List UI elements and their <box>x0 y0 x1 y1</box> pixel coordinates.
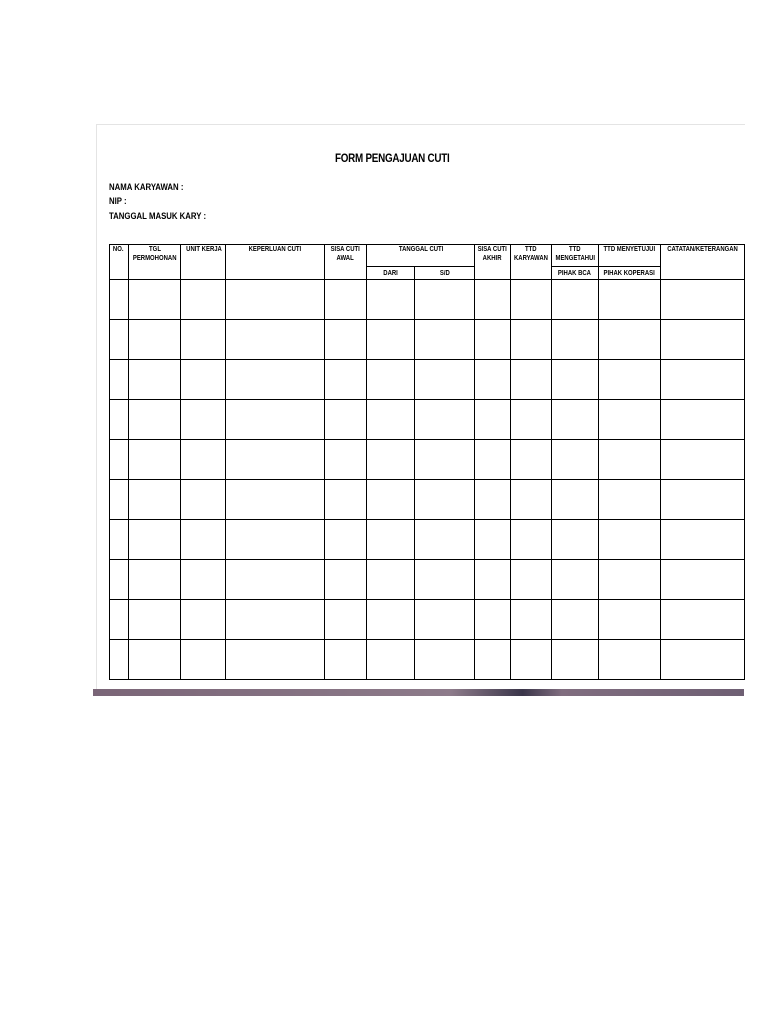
table-cell[interactable] <box>128 520 180 560</box>
table-cell[interactable] <box>510 560 551 600</box>
table-cell[interactable] <box>110 400 129 440</box>
table-cell[interactable] <box>510 440 551 480</box>
table-cell[interactable] <box>510 280 551 320</box>
table-cell[interactable] <box>110 600 129 640</box>
table-cell[interactable] <box>510 600 551 640</box>
table-cell[interactable] <box>475 320 510 360</box>
table-cell[interactable] <box>181 600 226 640</box>
table-cell[interactable] <box>599 360 661 400</box>
table-cell[interactable] <box>551 400 599 440</box>
table-cell[interactable] <box>110 360 129 400</box>
table-cell[interactable] <box>325 320 367 360</box>
table-cell[interactable] <box>551 360 599 400</box>
table-cell[interactable] <box>325 560 367 600</box>
table-cell[interactable] <box>599 280 661 320</box>
table-cell[interactable] <box>181 520 226 560</box>
table-cell[interactable] <box>128 400 180 440</box>
table-cell[interactable] <box>414 400 475 440</box>
table-cell[interactable] <box>110 640 129 680</box>
table-cell[interactable] <box>414 320 475 360</box>
field-tanggal-masuk: TANGGAL MASUK KARY : <box>109 211 207 222</box>
table-cell[interactable] <box>599 480 661 520</box>
table-cell[interactable] <box>475 440 510 480</box>
table-cell[interactable] <box>128 440 180 480</box>
table-cell[interactable] <box>414 560 475 600</box>
table-cell[interactable] <box>551 600 599 640</box>
table-cell[interactable] <box>660 400 744 440</box>
table-cell[interactable] <box>110 440 129 480</box>
table-cell[interactable] <box>414 360 475 400</box>
table-cell[interactable] <box>325 440 367 480</box>
table-cell[interactable] <box>226 440 325 480</box>
table-cell[interactable] <box>660 280 744 320</box>
header-tgl-permohonan: TGL PERMOHONAN <box>128 245 180 280</box>
table-row <box>110 440 745 480</box>
table-cell[interactable] <box>475 560 510 600</box>
table-cell[interactable] <box>325 400 367 440</box>
header-sisa-cuti-akhir: SISA CUTI AKHIR <box>475 245 510 280</box>
header-catatan: CATATAN/KETERANGAN <box>660 245 744 280</box>
table-cell[interactable] <box>366 640 414 680</box>
table-cell[interactable] <box>366 320 414 360</box>
table-cell[interactable] <box>475 280 510 320</box>
table-cell[interactable] <box>325 280 367 320</box>
table-cell[interactable] <box>414 600 475 640</box>
table-cell[interactable] <box>181 400 226 440</box>
table-cell[interactable] <box>660 640 744 680</box>
table-cell[interactable] <box>660 480 744 520</box>
header-sisa-cuti-awal: SISA CUTI AWAL <box>325 245 367 280</box>
field-nama-karyawan: NAMA KARYAWAN : <box>109 182 184 193</box>
table-cell[interactable] <box>128 320 180 360</box>
table-cell[interactable] <box>325 480 367 520</box>
table-cell[interactable] <box>599 560 661 600</box>
table-cell[interactable] <box>510 480 551 520</box>
table-cell[interactable] <box>660 360 744 400</box>
form-title: FORM PENGAJUAN CUTI <box>335 151 450 165</box>
table-cell[interactable] <box>599 600 661 640</box>
table-cell[interactable] <box>599 640 661 680</box>
header-keperluan-cuti: KEPERLUAN CUTI <box>226 245 325 280</box>
table-cell[interactable] <box>551 280 599 320</box>
header-ttd-mengetahui: TTD MENGETAHUI <box>551 245 599 267</box>
header-pihak-bca: PIHAK BCA <box>551 267 599 280</box>
table-cell[interactable] <box>551 560 599 600</box>
table-cell[interactable] <box>181 480 226 520</box>
table-row <box>110 400 745 440</box>
table-cell[interactable] <box>510 320 551 360</box>
leave-table <box>109 244 745 680</box>
table-cell[interactable] <box>226 320 325 360</box>
table-cell[interactable] <box>128 600 180 640</box>
header-ttd-karyawan: TTD KARYAWAN <box>510 245 551 280</box>
table-cell[interactable] <box>510 400 551 440</box>
table-cell[interactable] <box>414 520 475 560</box>
table-cell[interactable] <box>181 640 226 680</box>
table-cell[interactable] <box>366 360 414 400</box>
header-ttd-menyetujui: TTD MENYETUJUI <box>599 245 661 267</box>
page-bottom-bar <box>93 689 744 696</box>
table-cell[interactable] <box>226 280 325 320</box>
table-row <box>110 360 745 400</box>
table-cell[interactable] <box>414 480 475 520</box>
form-sheet <box>96 124 745 691</box>
table-cell[interactable] <box>366 280 414 320</box>
table-cell[interactable] <box>599 320 661 360</box>
table-cell[interactable] <box>181 320 226 360</box>
field-nip: NIP : <box>109 196 127 207</box>
table-cell[interactable] <box>128 360 180 400</box>
table-cell[interactable] <box>551 480 599 520</box>
table-cell[interactable] <box>128 640 180 680</box>
table-cell[interactable] <box>510 360 551 400</box>
header-unit-kerja: UNIT KERJA <box>181 245 226 280</box>
table-cell[interactable] <box>325 600 367 640</box>
table-cell[interactable] <box>226 600 325 640</box>
table-row <box>110 320 745 360</box>
table-row <box>110 560 745 600</box>
header-pihak-koperasi: PIHAK KOPERASI <box>599 267 661 280</box>
table-cell[interactable] <box>128 480 180 520</box>
table-cell[interactable] <box>599 520 661 560</box>
table-cell[interactable] <box>110 520 129 560</box>
table-cell[interactable] <box>110 280 129 320</box>
header-dari: DARI <box>366 267 414 280</box>
table-cell[interactable] <box>414 440 475 480</box>
table-row <box>110 520 745 560</box>
table-cell[interactable] <box>551 440 599 480</box>
table-cell[interactable] <box>366 440 414 480</box>
table-cell[interactable] <box>414 280 475 320</box>
table-cell[interactable] <box>599 400 661 440</box>
table-cell[interactable] <box>128 280 180 320</box>
table-cell[interactable] <box>366 400 414 440</box>
table-cell[interactable] <box>599 440 661 480</box>
table-cell[interactable] <box>551 520 599 560</box>
table-cell[interactable] <box>551 640 599 680</box>
header-tanggal-cuti: TANGGAL CUTI <box>366 245 474 267</box>
table-row <box>110 480 745 520</box>
table-cell[interactable] <box>226 560 325 600</box>
header-sd: S/D <box>414 267 475 280</box>
table-cell[interactable] <box>510 520 551 560</box>
table-cell[interactable] <box>475 480 510 520</box>
table-cell[interactable] <box>128 560 180 600</box>
table-cell[interactable] <box>226 480 325 520</box>
table-cell[interactable] <box>110 320 129 360</box>
table-cell[interactable] <box>660 600 744 640</box>
table-cell[interactable] <box>226 520 325 560</box>
table-cell[interactable] <box>181 440 226 480</box>
table-cell[interactable] <box>325 640 367 680</box>
table-cell[interactable] <box>226 360 325 400</box>
table-cell[interactable] <box>366 520 414 560</box>
table-cell[interactable] <box>110 480 129 520</box>
table-cell[interactable] <box>181 560 226 600</box>
table-cell[interactable] <box>181 360 226 400</box>
table-cell[interactable] <box>414 640 475 680</box>
table-cell[interactable] <box>475 640 510 680</box>
table-cell[interactable] <box>510 640 551 680</box>
table-cell[interactable] <box>226 640 325 680</box>
table-cell[interactable] <box>181 280 226 320</box>
table-cell[interactable] <box>226 400 325 440</box>
table-cell[interactable] <box>475 520 510 560</box>
table-row <box>110 280 745 320</box>
table-cell[interactable] <box>551 320 599 360</box>
table-cell[interactable] <box>475 400 510 440</box>
table-cell[interactable] <box>660 520 744 560</box>
table-cell[interactable] <box>475 360 510 400</box>
table-cell[interactable] <box>325 520 367 560</box>
table-cell[interactable] <box>660 320 744 360</box>
table-cell[interactable] <box>660 440 744 480</box>
table-cell[interactable] <box>660 560 744 600</box>
table-row <box>110 600 745 640</box>
table-cell[interactable] <box>475 600 510 640</box>
table-row <box>110 640 745 680</box>
table-cell[interactable] <box>325 360 367 400</box>
table-cell[interactable] <box>366 600 414 640</box>
header-no: NO. <box>110 245 129 280</box>
table-cell[interactable] <box>366 480 414 520</box>
table-cell[interactable] <box>366 560 414 600</box>
table-cell[interactable] <box>110 560 129 600</box>
